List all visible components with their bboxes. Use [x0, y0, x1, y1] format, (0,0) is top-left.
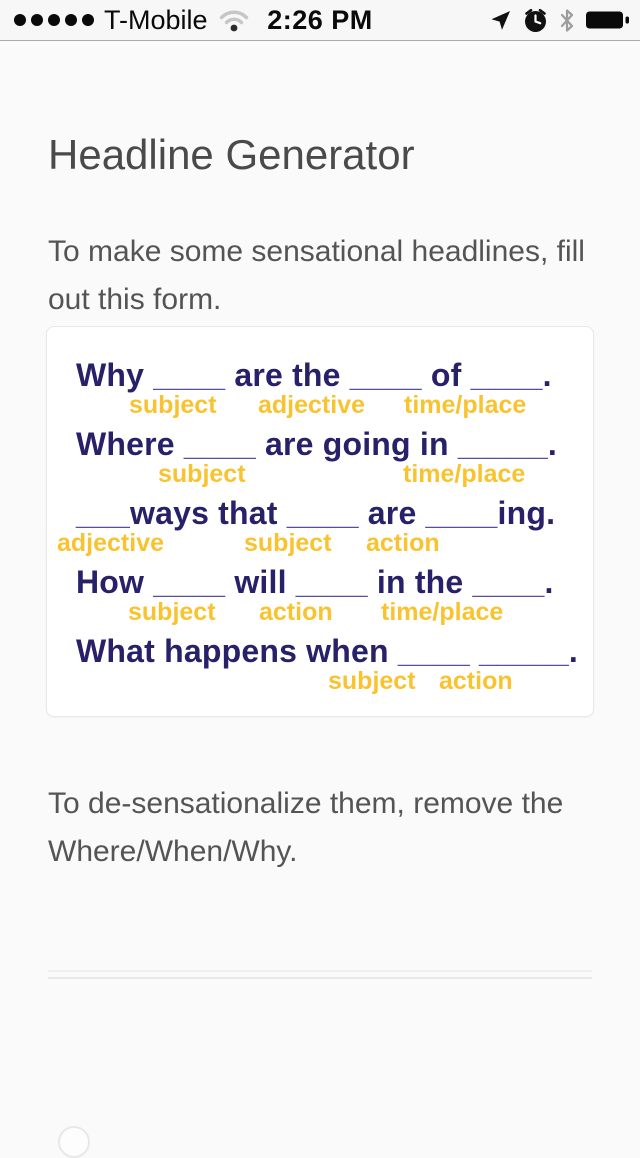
page-content	[0, 41, 640, 979]
blank-labels	[57, 461, 583, 488]
blank-label: adjective	[57, 529, 165, 557]
blank-labels	[57, 392, 583, 419]
headline-template-row	[57, 631, 583, 695]
page-title: Headline Generator	[48, 131, 415, 178]
blank-label: action	[366, 529, 440, 557]
blank-label: time/place	[403, 460, 526, 488]
battery-icon	[585, 8, 630, 32]
divider	[48, 970, 592, 979]
headline-template-line: Where ____ are going in _____.	[76, 426, 557, 462]
blank-label: subject	[158, 460, 246, 488]
blank-label: subject	[328, 667, 416, 695]
blank-label: subject	[128, 598, 216, 626]
headline-template-row	[57, 493, 583, 557]
blank-label: action	[439, 667, 513, 695]
blank-label: time/place	[381, 598, 504, 626]
location-arrow-icon	[488, 8, 513, 33]
bottom-partial-icon	[58, 1126, 90, 1158]
status-bar	[0, 0, 640, 41]
headline-template-line: How ____ will ____ in the ____.	[76, 564, 554, 600]
intro-paragraph: To make some sensational headlines, fill out this form.	[48, 235, 585, 316]
headline-templates-image	[46, 326, 594, 717]
blank-labels	[57, 530, 583, 557]
status-bar-right	[488, 0, 630, 40]
blank-label: time/place	[404, 391, 527, 419]
outro-paragraph: To de-sensationalize them, remove the Where/When/Why.	[48, 787, 564, 868]
alarm-clock-icon	[522, 7, 549, 34]
bluetooth-icon	[558, 7, 576, 34]
blank-label: subject	[244, 529, 332, 557]
headline-template-row	[57, 424, 583, 488]
headline-template-row	[57, 562, 583, 626]
blank-labels	[57, 668, 583, 695]
status-time: 2:26 PM	[267, 4, 373, 35]
carrier-label: T-Mobile	[104, 4, 208, 35]
headline-template-line: Why ____ are the ____ of ____.	[76, 357, 552, 393]
headline-template-line: What happens when ____ _____.	[76, 633, 579, 669]
blank-label: action	[259, 598, 333, 626]
headline-template-row	[57, 355, 583, 419]
headline-template-line: ___ways that ____ are ____ing.	[76, 495, 556, 531]
blank-label: subject	[129, 391, 217, 419]
blank-labels	[57, 599, 583, 626]
blank-label: adjective	[258, 391, 366, 419]
